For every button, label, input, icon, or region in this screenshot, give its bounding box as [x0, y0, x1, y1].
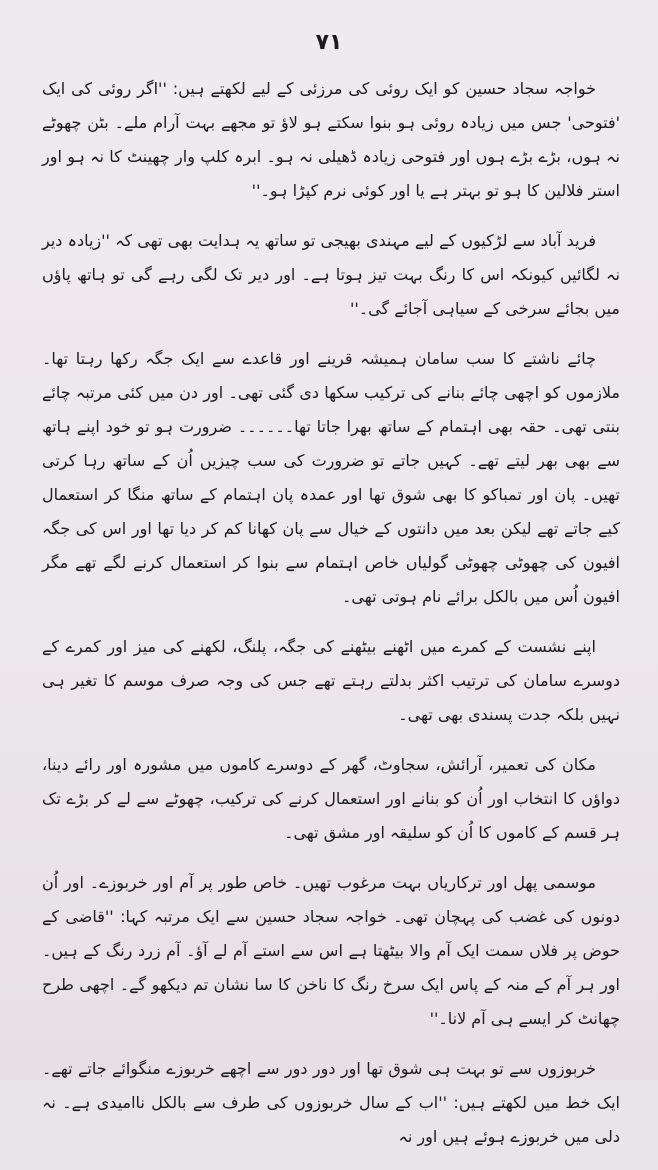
paragraph: خواجہ سجاد حسین کو ایک روئی کی مرزئی کے لیے لکھتے ہیں: ''اگر روئی کی ایک 'فتوحی' جس میں زیادہ روئی ہو بنوا سکتے ہو لاؤ تو مجھے بہت آرام ملے۔ بٹن چھوٹے نہ ہوں، بڑے بڑے ہوں اور فتوحی زیادہ ڈھیلی نہ ہو۔ ابرہ کلپ وار چھینٹ کا نہ ہو اور استر فلالین کا ہو تو بہتر ہے یا اور کوئی نرم کپڑا ہو۔''	[42, 79, 620, 200]
paragraph: مکان کی تعمیر، آرائش، سجاوٹ، گھر کے دوسرے کاموں میں مشورہ اور رائے دینا، دواؤں کا انتخاب اور اُن کو بنانے اور استعمال کرنے کی ترکیب، چھوٹے سے لے کر بڑے تک ہر قسم کے کاموں کا اُن کو سلیقہ اور مشق تھی۔	[42, 755, 620, 842]
paragraph: چائے ناشتے کا سب سامان ہمیشہ قرینے اور قاعدے سے ایک جگہ رکھا رہتا تھا۔ ملازموں کو اچھی چائے بنانے کی ترکیب سکھا دی گئی تھی۔ اور دن میں کئی مرتبہ چائے بنتی تھی۔ حقہ بھی اہتمام کے ساتھ بھرا جاتا تھا۔۔۔۔۔۔ ضرورت ہو تو خود اپنے ہاتھ سے بھی بھر لیتے تھے۔ کہیں جاتے تو ضرورت کی سب چیزیں اُن کے ساتھ رہا کرتی تھیں۔ پان اور تمباکو کا بھی شوق تھا اور عمدہ پان اہتمام کے ساتھ منگا کر استعمال کیے جاتے تھے لیکن بعد میں دانتوں کے خیال سے پان کھانا کم کر دیا تھا اور اس کی جگہ افیون کی چھوٹی چھوٹی گولیاں خاص اہتمام سے بنوا کر استعمال کرنے لگے تھے مگر افیون اُس میں بالکل برائے نام ہوتی تھی۔	[42, 349, 620, 606]
page-number: ۷۱	[315, 30, 343, 55]
body-text	[42, 72, 620, 1170]
paragraph: خربوزوں سے تو بہت ہی شوق تھا اور دور دور سے اچھے خربوزے منگوائے جاتے تھے۔ ایک خط میں لکھتے ہیں: ''اب کے سال خربوزوں کی طرف سے بالکل ناامیدی ہے۔ نہ دلی میں خربوزے ہوئے ہیں اور نہ	[42, 1059, 620, 1146]
paragraph: موسمی پھل اور ترکاریاں بہت مرغوب تھیں۔ خاص طور پر آم اور خربوزے۔ اور اُن دونوں کی غضب کی پہچان تھی۔ خواجہ سجاد حسین سے ایک مرتبہ کہا: ''قاضی کے حوض پر فلاں سمت ایک آم والا بیٹھتا ہے اس سے استے آم لے آؤ۔ آم زرد رنگ کے ہیں۔ اور ہر آم کے منہ کے پاس ایک سرخ رنگ کا ناخن کا سا نشان تم دیکھو گے۔ اچھی طرح چھانٹ کر ایسے ہی آم لانا۔''	[42, 873, 620, 1028]
paragraph: فرید آباد سے لڑکیوں کے لیے مہندی بھیجی تو ساتھ یہ ہدایت بھی تھی کہ ''زیادہ دیر نہ لگائیں کیونکہ اس کا رنگ بہت تیز ہوتا ہے۔ اور دیر تک لگی رہے گی تو ہاتھ پاؤں میں بجائے سرخی کے سیاہی آجائے گی۔''	[42, 231, 620, 318]
paragraph: اپنے نشست کے کمرے میں اٹھنے بیٹھنے کی جگہ، پلنگ، لکھنے کی میز اور کمرے کے دوسرے سامان کی ترتیب اکثر بدلتے رہتے تھے جس کی وجہ صرف موسم کا تغیر ہی نہیں بلکہ جدت پسندی بھی تھی۔	[42, 637, 620, 724]
